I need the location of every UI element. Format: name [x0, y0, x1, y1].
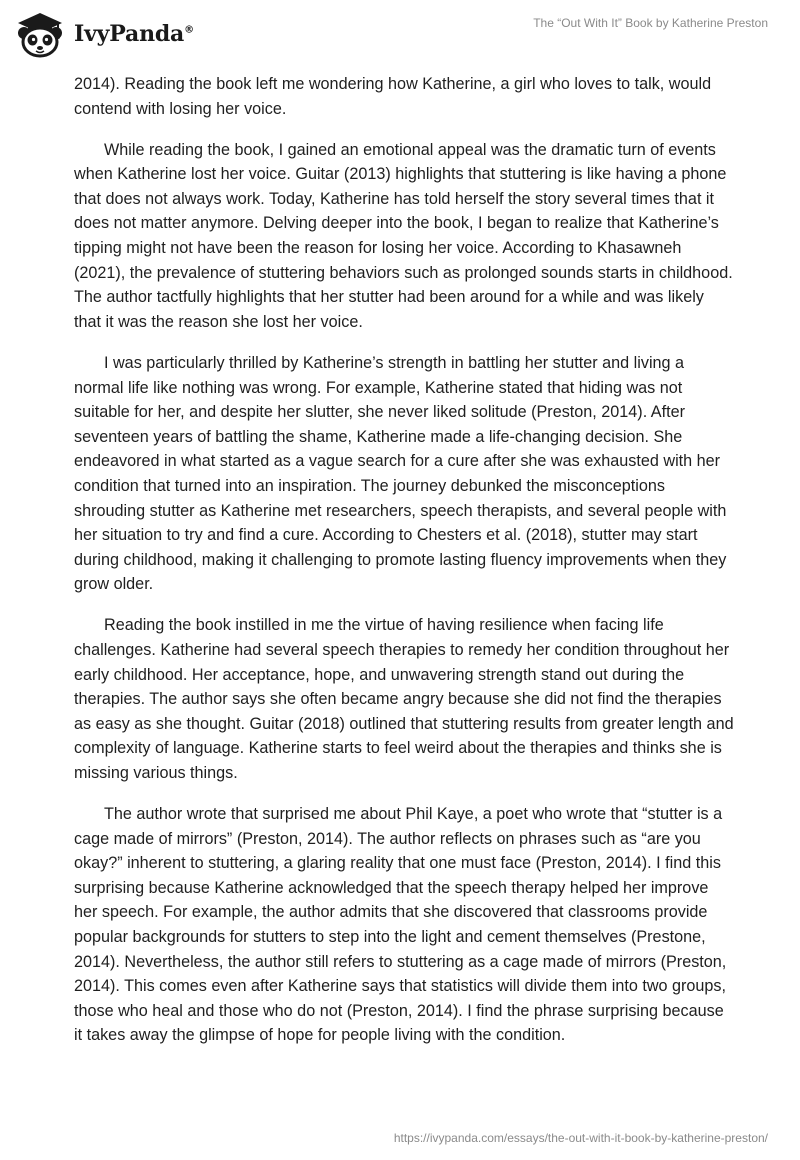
paragraph: I was particularly thrilled by Katherine’s strength in battling her stutter and living a normal life like nothing was wrong. For example, Katherine stated that hiding was not suitable for her, and despite her slutter, she never liked solitude (Preston, 2014). After seventeen years of battling the shame, Katherine made a life-changing decision. She endeavored in what started as a vague search for a cure after she was exhausted with her condition that turned into an inspiration. The journey debunked the misconceptions shrouding stutter as Katherine met researchers, speech therapists, and several people with her situation to try and find a cure. According to Chesters et al. (2018), stutter may start during childhood, making it challenging to promote lasting fluency improvements when they grow older.: [74, 353, 727, 594]
page-header: [0, 0, 800, 66]
brand-name: IvyPanda®: [74, 21, 194, 47]
registered-mark: ®: [184, 24, 194, 36]
paragraph: While reading the book, I gained an emotional appeal was the dramatic turn of events when Katherine lost her voice. Guitar (2013) highlights that stuttering is like having a phone that does not always work. Today, Katherine has told herself the story several times that it does not matter anymore. Delving deeper into the book, I began to realize that Katherine’s tipping might not have been the reason for losing her voice. According to Khasawneh (2021), the prevalence of stuttering behaviors such as prolonged sounds starts in childhood. The author tactfully highlights that her stutter had been around for a while and was likely that it was the reason she lost her voice.: [74, 140, 733, 331]
paragraph: 2014). Reading the book left me wondering how Katherine, a girl who loves to talk, would contend with losing her voice.: [74, 75, 712, 118]
document-title: The “Out With It” Book by Katherine Preston: [533, 16, 768, 30]
paragraph: Reading the book instilled in me the virtue of having resilience when facing life challenges. Katherine had several speech therapies to remedy her condition throughout her early childhood. Her acceptance, hope, and unwavering strength stand out during the therapies. The author says she often became angry because she did not find the therapies as easy as she thought. Guitar (2018) outlined that stuttering results from greater length and complexity of language. Katherine starts to feel weird about the therapies and thinks she is missing various things.: [74, 616, 734, 782]
paragraph: The author wrote that surprised me about Phil Kaye, a poet who wrote that “stutter is a cage made of mirrors” (Preston, 2014). The author reflects on phrases such as “are you okay?” inherent to stuttering, a glaring reality that one must face (Preston, 2014). I find this surprising because Katherine acknowledged that the speech therapy helped her improve her speech. For example, the author admits that she discovered that classrooms provide popular backgrounds for stutters to step into the light and cement themselves (Prestone, 2014). Nevertheless, the author still refers to stuttering as a cage made of mirrors (Preston, 2014). This comes even after Katherine says that statistics will divide them into two groups, those who heal and those who do not (Preston, 2014). I find the phrase surprising because it takes away the glimpse of hope for people living with the condition.: [74, 805, 727, 1045]
source-url[interactable]: https://ivypanda.com/essays/the-out-with-it-book-by-katherine-preston/: [393, 1131, 768, 1145]
essay-body: [74, 72, 734, 1064]
brand-logo[interactable]: [14, 9, 194, 59]
panda-graduate-icon: [14, 9, 66, 59]
